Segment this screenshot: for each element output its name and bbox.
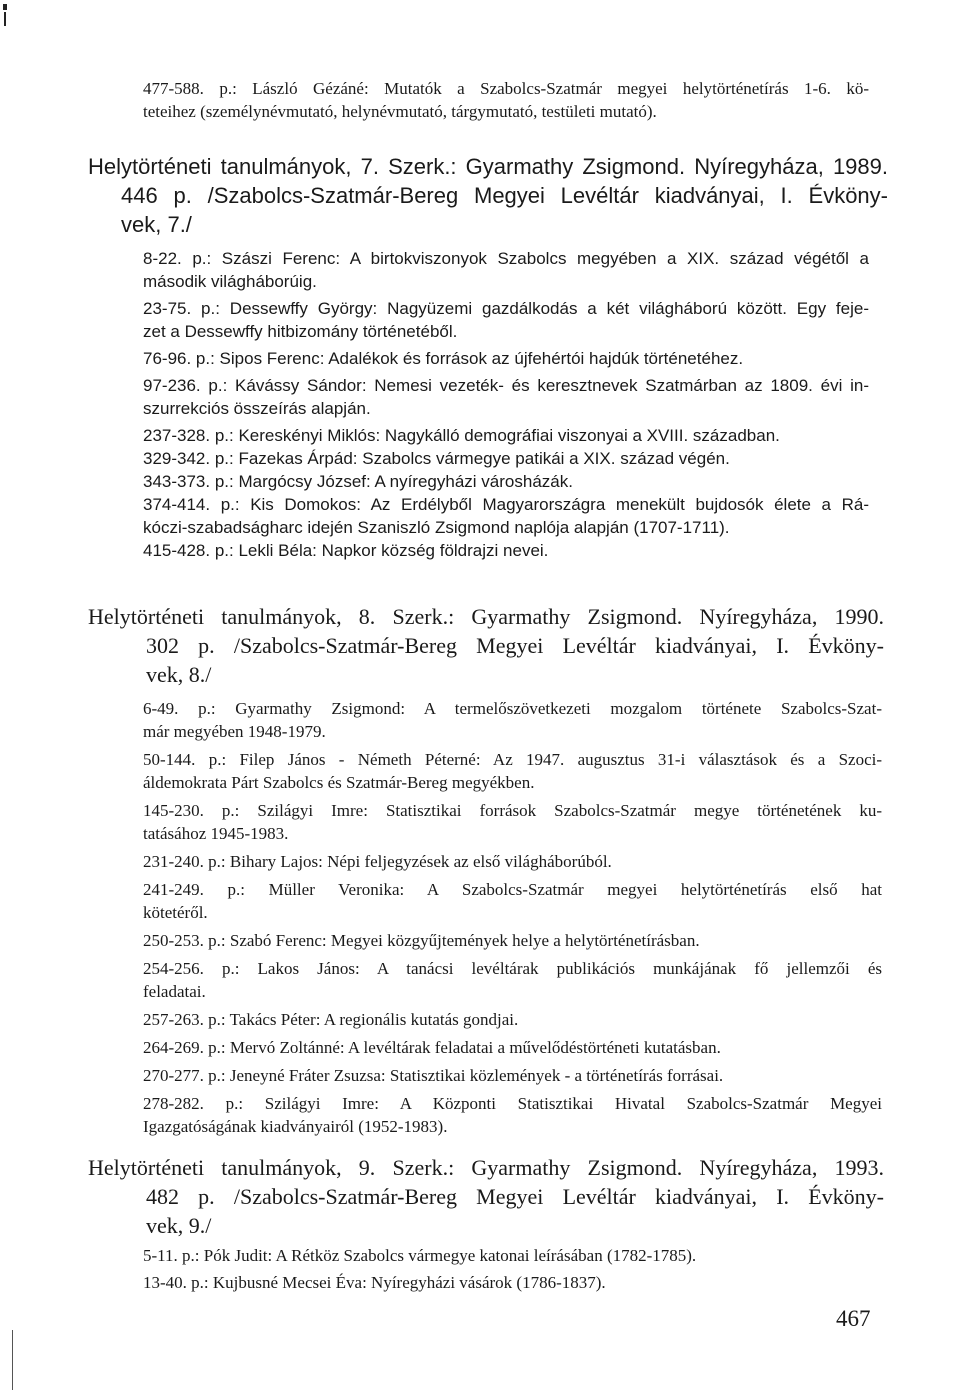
entry-line: zet a Dessewffy hitbizomány történetéből. (143, 322, 458, 341)
scan-mark (4, 12, 6, 26)
entry-line: 241-249. p.: Müller Veronika: A Szabolcs-Szatmár megyei helytörténetírás első hat (143, 880, 882, 899)
entry-line: 477-588. p.: László Gézáné: Mutatók a Szabolcs-Szatmár megyei helytörténetírás 1-6. kö- (143, 79, 869, 98)
entry-line: 8-22. p.: Szászi Ferenc: A birtokviszonyok Szabolcs megyében a XIX. század végétől a (143, 249, 869, 268)
heading-line: 446 p. /Szabolcs-Szatmár-Bereg Megyei Levéltár kiadványai, I. Évköny- (121, 183, 888, 208)
volume-7-heading (88, 152, 888, 239)
scan-edge-line (12, 1330, 13, 1390)
heading-line: vek, 9./ (146, 1213, 212, 1238)
entry-line: 76-96. p.: Sipos Ferenc: Adalékok és források az újfehértói hajdúk történetéhez. (143, 349, 744, 368)
volume-8-contents (143, 697, 882, 1138)
entry-line: 237-328. p.: Kereskényi Miklós: Nagykálló demográfiai viszonyai a XVIII. században. (143, 426, 780, 445)
entry-line: 97-236. p.: Kávássy Sándor: Nemesi vezeték- és keresztnevek Szatmárban az 1809. évi in- (143, 376, 869, 395)
volume-9-contents (143, 1244, 882, 1294)
entry-line: 278-282. p.: Szilágyi Imre: A Központi Statisztikai Hivatal Szabolcs-Szatmár Megyei (143, 1094, 882, 1113)
entry-line: kötetéről. (143, 903, 208, 922)
heading-line: Helytörténeti tanulmányok, 9. Szerk.: Gyarmathy Zsigmond. Nyíregyháza, 1993. (88, 1155, 884, 1180)
heading-line: 482 p. /Szabolcs-Szatmár-Bereg Megyei Levéltár kiadványai, I. Évköny- (146, 1184, 884, 1209)
volume-9-heading (88, 1153, 884, 1240)
heading-line: vek, 8./ (146, 662, 212, 687)
entry-line: második világháborúig. (143, 272, 317, 291)
entry-line: teteihez (személynévmutató, helynévmutató, tárgymutató, testületi mutató). (143, 102, 657, 121)
entry-line: 415-428. p.: Lekli Béla: Napkor község földrajzi nevei. (143, 541, 549, 560)
heading-line: 302 p. /Szabolcs-Szatmár-Bereg Megyei Levéltár kiadványai, I. Évköny- (146, 633, 884, 658)
entry-line: 270-277. p.: Jeneyné Fráter Zsuzsa: Statisztikai közlemények - a történetírás forrásai. (143, 1066, 724, 1085)
entry-line: 6-49. p.: Gyarmathy Zsigmond: A termelőszövetkezeti mozgalom története Szabolcs-Szat- (143, 699, 882, 718)
entry-line: 343-373. p.: Margócsy József: A nyíregyházi városházák. (143, 472, 573, 491)
volume-7-contents (143, 247, 869, 562)
entry-line: 23-75. p.: Dessewffy György: Nagyüzemi gazdálkodás a két világháború között. Egy feje- (143, 299, 869, 318)
entry-line: feladatai. (143, 982, 206, 1001)
entry-line: tatásához 1945-1983. (143, 824, 289, 843)
entry-line: 5-11. p.: Pók Judit: A Rétköz Szabolcs vármegye katonai leírásában (1782-1785). (143, 1246, 697, 1265)
heading-line: vek, 7./ (121, 212, 192, 237)
volume-8-heading (88, 602, 884, 689)
page-number: 467 (836, 1306, 871, 1331)
scan-mark (3, 4, 7, 10)
heading-line: Helytörténeti tanulmányok, 8. Szerk.: Gyarmathy Zsigmond. Nyíregyháza, 1990. (88, 604, 884, 629)
entry-line: 13-40. p.: Kujbusné Mecsei Éva: Nyíregyházi vásárok (1786-1837). (143, 1273, 606, 1292)
heading-line: Helytörténeti tanulmányok, 7. Szerk.: Gyarmathy Zsigmond. Nyíregyháza, 1989. (88, 154, 888, 179)
entry-line: 250-253. p.: Szabó Ferenc: Megyei közgyűjtemények helye a helytörténetírásban. (143, 931, 700, 950)
entry-line: 231-240. p.: Bihary Lajos: Népi feljegyzések az első világháborúból. (143, 852, 612, 871)
entry-line: áldemokrata Párt Szabolcs és Szatmár-Bereg megyékben. (143, 773, 535, 792)
entry-line: szurrekciós összeírás alapján. (143, 399, 371, 418)
intro-entry (143, 77, 869, 123)
entry-line: 50-144. p.: Filep János - Németh Péterné: Az 1947. augusztus 31-i választások és a Szoci- (143, 750, 882, 769)
entry-line: 257-263. p.: Takács Péter: A regionális kutatás gondjai. (143, 1010, 519, 1029)
entry-line: 264-269. p.: Mervó Zoltánné: A levéltárak feladatai a művelődéstörténeti kutatásban. (143, 1038, 721, 1057)
entry-line: 329-342. p.: Fazekas Árpád: Szabolcs vármegye patikái a XIX. század végén. (143, 449, 730, 468)
entry-line: 254-256. p.: Lakos János: A tanácsi levéltárak publikációs munkájának fő jellemzői és (143, 959, 882, 978)
entry-line: 145-230. p.: Szilágyi Imre: Statisztikai források Szabolcs-Szatmár megye történetének ku- (143, 801, 882, 820)
entry-line: már megyében 1948-1979. (143, 722, 326, 741)
entry-line: 374-414. p.: Kis Domokos: Az Erdélyből Magyarországra menekült bujdosók élete a Rá- (143, 495, 869, 514)
entry-line: Igazgatóságának kiadványairól (1952-1983). (143, 1117, 448, 1136)
entry-line: kóczi-szabadságharc idején Szaniszló Zsigmond naplója alapján (1707-1711). (143, 518, 730, 537)
